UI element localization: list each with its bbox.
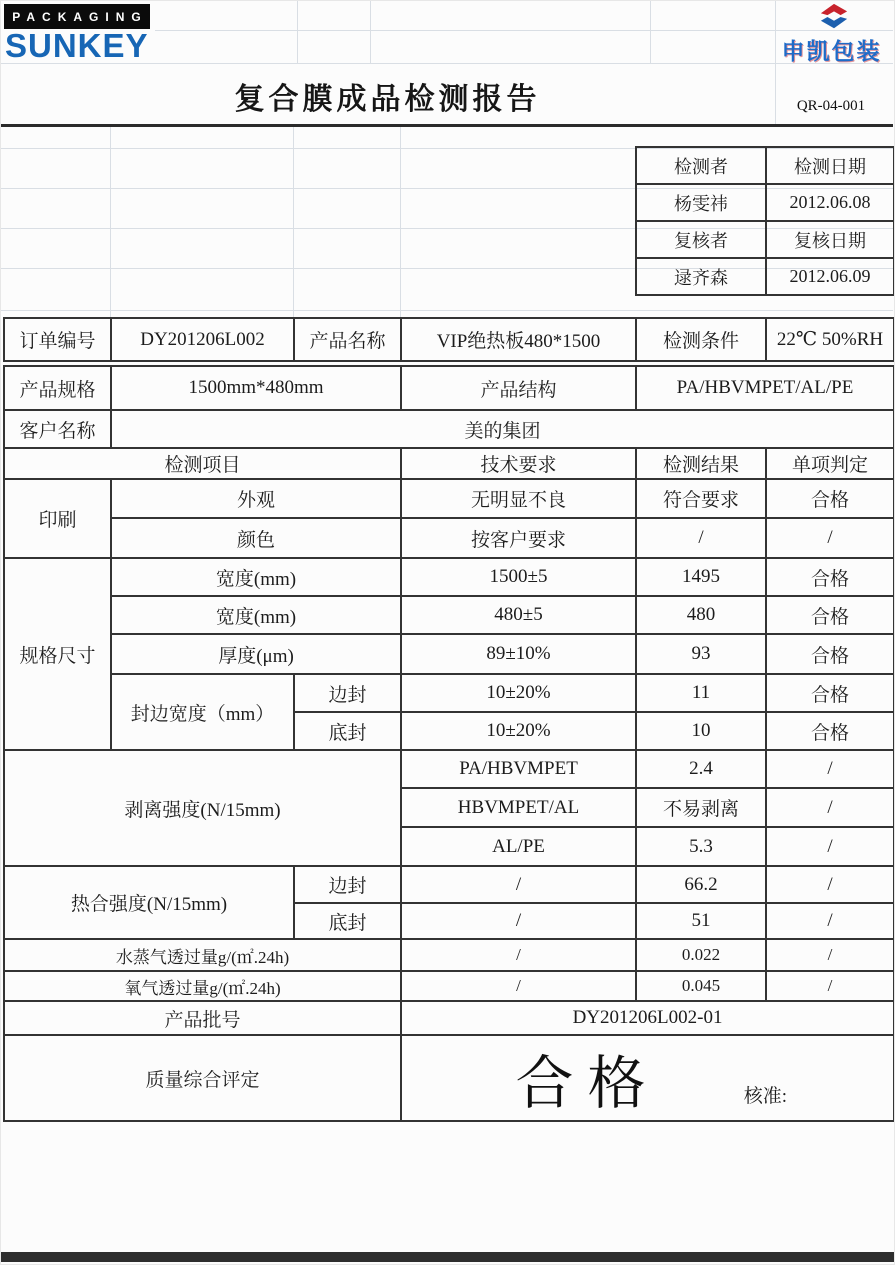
test-report-table <box>3 365 895 1122</box>
table-row <box>4 1035 894 1121</box>
req-otr: / <box>401 971 636 1001</box>
result-peel-2: 不易剥离 <box>636 788 766 827</box>
order-no-value: DY201206L002 <box>111 318 294 361</box>
order-info-table <box>3 317 895 362</box>
judge-peel-3: / <box>766 827 894 866</box>
gridline <box>650 0 651 63</box>
group-dimensions: 规格尺寸 <box>4 558 111 750</box>
judge-peel-2: / <box>766 788 894 827</box>
customer-label: 客户名称 <box>4 410 111 448</box>
req-side-seal: 10±20% <box>401 674 636 712</box>
structure-label: 产品结构 <box>401 366 636 410</box>
review-date: 2012.06.09 <box>766 258 894 295</box>
gridline <box>0 310 893 311</box>
item-seal-width: 封边宽度（mm） <box>111 674 294 750</box>
reviewer-header: 复核者 <box>636 221 766 258</box>
packaging-logo-text: PACKAGING <box>12 9 148 24</box>
judge-heat-side: / <box>766 866 894 903</box>
gridline <box>370 0 371 63</box>
item-wvtr: 水蒸气透过量g/(㎡.24h) <box>4 939 401 971</box>
spec-value: 1500mm*480mm <box>111 366 401 410</box>
item-color: 颜色 <box>111 518 401 558</box>
doc-number: QR-04-001 <box>796 98 866 114</box>
shenkai-diamond-icon <box>812 2 856 32</box>
judge-bottom-seal: 合格 <box>766 712 894 750</box>
req-heat-bottom: / <box>401 903 636 939</box>
review-date-header: 复核日期 <box>766 221 894 258</box>
result-color: / <box>636 518 766 558</box>
packaging-logo <box>4 4 150 29</box>
batch-no-value: DY201206L002-01 <box>401 1001 894 1035</box>
scan-bottom-edge <box>0 1252 895 1262</box>
company-name-logo: 申凯包装 <box>781 38 882 64</box>
table-row <box>4 596 894 634</box>
table-row <box>4 971 894 1001</box>
table-row <box>636 147 894 184</box>
gridline <box>293 127 294 317</box>
table-row <box>4 518 894 558</box>
req-peel-2: HBVMPET/AL <box>401 788 636 827</box>
result-peel-3: 5.3 <box>636 827 766 866</box>
reviewer-name: 逯齐森 <box>636 258 766 295</box>
result-width2: 480 <box>636 596 766 634</box>
overall-judgement-value: 合格 <box>515 1051 660 1116</box>
table-row <box>4 366 894 410</box>
req-appearance: 无明显不良 <box>401 479 636 518</box>
table-row <box>4 558 894 596</box>
result-peel-1: 2.4 <box>636 750 766 788</box>
page-title: 复合膜成品检测报告 <box>234 83 541 116</box>
sub-heat-side: 边封 <box>294 866 401 903</box>
col-header-judgement: 单项判定 <box>766 448 894 479</box>
order-no-label: 订单编号 <box>4 318 111 361</box>
result-appearance: 符合要求 <box>636 479 766 518</box>
req-color: 按客户要求 <box>401 518 636 558</box>
item-peel-strength: 剥离强度(N/15mm) <box>4 750 401 866</box>
overall-judgement-cell <box>401 1035 894 1121</box>
sub-heat-bottom: 底封 <box>294 903 401 939</box>
judge-width2: 合格 <box>766 596 894 634</box>
sub-bottom-seal: 底封 <box>294 712 401 750</box>
spec-label: 产品规格 <box>4 366 111 410</box>
table-row <box>4 410 894 448</box>
req-thickness: 89±10% <box>401 634 636 674</box>
judge-color: / <box>766 518 894 558</box>
table-row <box>4 939 894 971</box>
gridline <box>297 0 298 63</box>
judge-thickness: 合格 <box>766 634 894 674</box>
item-width1: 宽度(mm) <box>111 558 401 596</box>
col-header-requirement: 技术要求 <box>401 448 636 479</box>
test-condition-label: 检测条件 <box>636 318 766 361</box>
result-side-seal: 11 <box>636 674 766 712</box>
inspector-table <box>635 146 895 296</box>
item-otr: 氧气透过量g/(㎡.24h) <box>4 971 401 1001</box>
result-width1: 1495 <box>636 558 766 596</box>
table-row <box>636 184 894 221</box>
judge-side-seal: 合格 <box>766 674 894 712</box>
test-condition-value: 22℃ 50%RH <box>766 318 894 361</box>
item-appearance: 外观 <box>111 479 401 518</box>
inspector-header: 检测者 <box>636 147 766 184</box>
table-row <box>4 1001 894 1035</box>
approval-label: 核准: <box>743 1086 788 1108</box>
req-bottom-seal: 10±20% <box>401 712 636 750</box>
req-wvtr: / <box>401 939 636 971</box>
table-header-row <box>4 448 894 479</box>
req-width1: 1500±5 <box>401 558 636 596</box>
group-print: 印刷 <box>4 479 111 558</box>
result-heat-bottom: 51 <box>636 903 766 939</box>
overall-judgement-label: 质量综合评定 <box>4 1035 401 1121</box>
result-bottom-seal: 10 <box>636 712 766 750</box>
gridline <box>110 127 111 317</box>
table-row <box>636 221 894 258</box>
col-header-item: 检测项目 <box>4 448 401 479</box>
batch-no-label: 产品批号 <box>4 1001 401 1035</box>
title-divider <box>0 124 893 127</box>
item-thickness: 厚度(μm) <box>111 634 401 674</box>
table-row <box>4 674 894 712</box>
inspector-name: 杨雯祎 <box>636 184 766 221</box>
col-header-result: 检测结果 <box>636 448 766 479</box>
result-thickness: 93 <box>636 634 766 674</box>
req-peel-3: AL/PE <box>401 827 636 866</box>
gridline <box>155 30 893 31</box>
customer-value: 美的集团 <box>111 410 894 448</box>
result-heat-side: 66.2 <box>636 866 766 903</box>
table-row <box>4 479 894 518</box>
product-name-label: 产品名称 <box>294 318 401 361</box>
item-heat-seal-strength: 热合强度(N/15mm) <box>4 866 294 939</box>
result-otr: 0.045 <box>636 971 766 1001</box>
inspect-date-header: 检测日期 <box>766 147 894 184</box>
judge-appearance: 合格 <box>766 479 894 518</box>
result-wvtr: 0.022 <box>636 939 766 971</box>
judge-heat-bottom: / <box>766 903 894 939</box>
product-name-value: VIP绝热板480*1500 <box>401 318 636 361</box>
inspect-date: 2012.06.08 <box>766 184 894 221</box>
gridline <box>400 127 401 317</box>
judge-wvtr: / <box>766 939 894 971</box>
judge-otr: / <box>766 971 894 1001</box>
req-width2: 480±5 <box>401 596 636 634</box>
table-row <box>4 750 894 788</box>
sunkey-brand-logo: SUNKEY <box>5 27 149 64</box>
table-row <box>4 866 894 903</box>
judge-width1: 合格 <box>766 558 894 596</box>
table-row <box>4 318 894 361</box>
req-peel-1: PA/HBVMPET <box>401 750 636 788</box>
judge-peel-1: / <box>766 750 894 788</box>
structure-value: PA/HBVMPET/AL/PE <box>636 366 894 410</box>
table-row <box>4 634 894 674</box>
table-row <box>636 258 894 295</box>
req-heat-side: / <box>401 866 636 903</box>
item-width2: 宽度(mm) <box>111 596 401 634</box>
sub-side-seal: 边封 <box>294 674 401 712</box>
